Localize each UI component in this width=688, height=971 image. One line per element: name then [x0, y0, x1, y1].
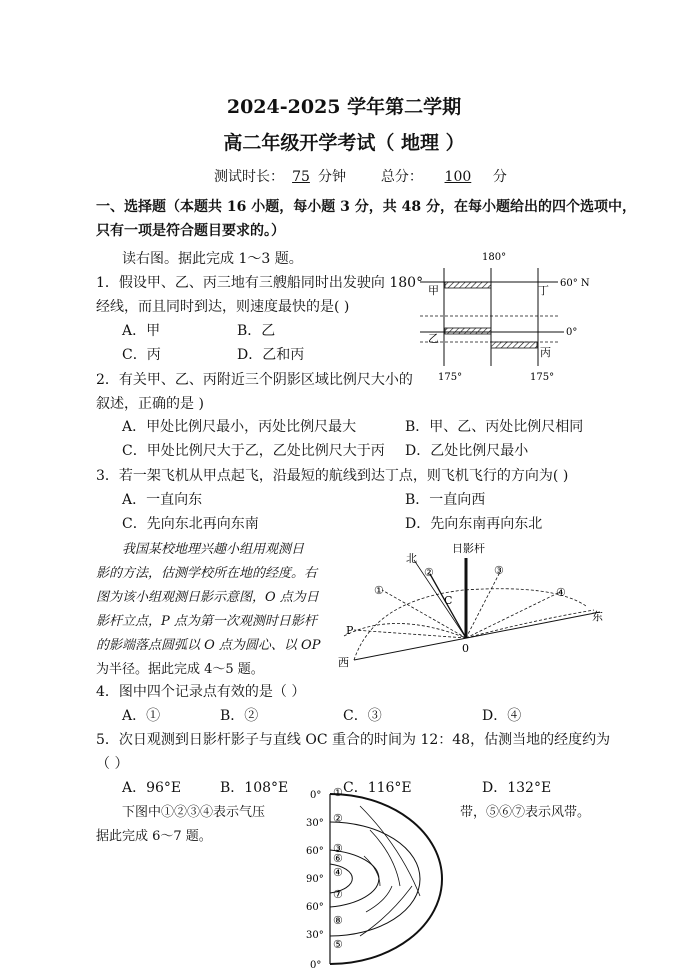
q2-line1: 2．有关甲、乙、丙附近三个阴影区域比例尺大小的 — [96, 372, 413, 388]
ray-p — [354, 630, 466, 638]
shade-yi — [445, 328, 491, 334]
duration-unit: 分钟 — [318, 169, 346, 185]
group3-intro-line2: 据此完成 6～7 题。 — [96, 829, 212, 844]
lat-label-30-top: 30° — [306, 818, 324, 829]
duration-label: 测试时长： — [214, 169, 284, 185]
q4-option-b[interactable]: B．② — [220, 708, 259, 724]
label-0: 0° — [566, 327, 578, 338]
lat-label-0-top: 0° — [310, 790, 322, 801]
exam-subtitle: 高二年级开学考试（ 地理 ） — [223, 132, 465, 154]
q1-option-b[interactable]: B．乙 — [237, 323, 276, 339]
label-jia: 甲 — [428, 284, 439, 297]
q1-line2: 经线，而且同时到达，则速度最快的是( ) — [96, 299, 350, 315]
q3-option-c[interactable]: C．先向东北再向东南 — [122, 516, 259, 532]
q4-option-c[interactable]: C．③ — [343, 708, 382, 724]
label-175-left: 175° — [438, 372, 463, 383]
lat-label-0-bottom: 0° — [310, 960, 322, 971]
q2-line2: 叙述，正确的是 ) — [96, 396, 204, 412]
belt-5: ⑤ — [333, 938, 343, 951]
wind-arrow-5 — [366, 886, 392, 912]
shadow-arc — [354, 589, 586, 660]
q2-option-a[interactable]: A．甲处比例尺最小，丙处比例尺最大 — [122, 419, 357, 435]
marker-3: ③ — [494, 564, 504, 577]
ray-1 — [382, 590, 466, 638]
belt-2: ② — [333, 812, 343, 825]
ground-arc-east — [466, 610, 594, 638]
duration-value: 75 — [292, 169, 310, 185]
lat-label-90: 90° — [306, 874, 324, 885]
q3-option-a[interactable]: A．一直向东 — [122, 492, 203, 508]
group2-intro-line3: 图为该小组观测日影示意图，O 点为日 — [96, 590, 319, 605]
label-west: 西 — [338, 656, 349, 669]
q4-line1: 4．图中四个记录点有效的是（ ） — [96, 684, 306, 700]
label-bing: 丙 — [540, 346, 551, 359]
belt-3: ③ — [333, 842, 343, 855]
exam-meta — [214, 166, 507, 186]
figure-pressure-belts — [300, 786, 460, 971]
section-heading-line1: 一、选择题（本题共 16 小题，每小题 3 分，共 48 分，在每小题给出的四个选项中， — [96, 199, 636, 215]
ray-3 — [466, 572, 500, 638]
label-180: 180° — [482, 252, 507, 263]
q1-line1: 1．假设甲、乙、丙三地有三艘船同时出发驶向 180° — [96, 275, 424, 291]
q5-option-c[interactable]: C．116°E — [343, 780, 412, 796]
label-pole: 日影杆 — [452, 542, 485, 555]
q2-option-b[interactable]: B．甲、乙、丙处比例尺相同 — [405, 419, 584, 435]
group1-intro: 读右图。据此完成 1～3 题。 — [122, 251, 303, 267]
q3-line1: 3．若一架飞机从甲点起飞，沿最短的航线到达丁点，则飞机飞行的方向为( ) — [96, 468, 569, 484]
label-east: 东 — [592, 610, 603, 623]
label-60n: 60° N — [560, 278, 590, 289]
q4-option-a[interactable]: A．① — [122, 708, 161, 724]
q5-line1: 5．次日观测到日影杆影子与直线 OC 重合的时间为 12：48，估测当地的经度约为 — [96, 732, 611, 748]
east-west-line — [354, 612, 600, 660]
q5-line2: （ ） — [96, 756, 129, 772]
label-p: P — [346, 624, 354, 637]
q5-option-a[interactable]: A．96°E — [122, 780, 182, 796]
section-heading-line2: 只有一项是符合题目要求的。） — [96, 223, 285, 239]
belt-7: ⑦ — [333, 888, 343, 901]
group3-intro-part1: 下图中①②③④表示气压 — [122, 805, 266, 820]
group2-intro-line5: 的影端落点圆弧以 O 点为圆心、以 OP — [96, 638, 321, 653]
ground-arc — [344, 623, 466, 638]
q1-option-a[interactable]: A．甲 — [122, 323, 161, 339]
lat-label-60-top: 60° — [306, 846, 324, 857]
outer-arc — [330, 794, 442, 964]
figure-sun-shadow — [334, 540, 614, 670]
label-ding: 丁 — [538, 284, 549, 297]
label-175-right: 175° — [530, 372, 555, 383]
group2-intro-line2: 影的方法，估测学校所在地的经度。右 — [96, 566, 318, 581]
score-label: 总分： — [380, 169, 423, 185]
q3-option-b[interactable]: B．一直向西 — [405, 492, 486, 508]
q5-option-b[interactable]: B．108°E — [220, 780, 289, 796]
group2-intro-line4: 影杆立点，P 点为第一次观测时日影杆 — [96, 614, 317, 629]
label-north: 北 — [406, 552, 417, 565]
group2-intro-line1: 我国某校地理兴趣小组用观测日 — [122, 542, 305, 557]
q4-option-d[interactable]: D．④ — [482, 708, 522, 724]
lat-label-60-bottom: 60° — [306, 902, 324, 913]
arc-30 — [330, 822, 420, 936]
q1-option-c[interactable]: C．丙 — [122, 347, 161, 363]
q5-option-d[interactable]: D．132°E — [482, 780, 552, 796]
label-c: C — [444, 594, 453, 607]
marker-1: ① — [374, 584, 384, 597]
marker-4: ④ — [556, 586, 566, 599]
lat-label-30-bottom: 30° — [306, 930, 324, 941]
exam-title: 2024-2025 学年第二学期 — [226, 96, 462, 118]
figure-grid-map — [414, 248, 604, 384]
label-yi: 乙 — [428, 332, 439, 345]
belt-8: ⑧ — [333, 914, 343, 927]
q1-option-d[interactable]: D．乙和丙 — [237, 347, 305, 363]
belt-4: ④ — [333, 866, 343, 879]
ray-4 — [466, 592, 560, 638]
shade-jia — [445, 282, 491, 288]
q2-option-c[interactable]: C．甲处比例尺大于乙，乙处比例尺大于丙 — [122, 443, 385, 459]
group3-intro-part2: 带，⑤⑥⑦表示风带。 — [460, 805, 591, 820]
q3-option-d[interactable]: D．先向东南再向东北 — [405, 516, 543, 532]
belt-1: ① — [333, 786, 343, 799]
label-o: 0 — [462, 642, 469, 655]
score-value: 100 — [444, 169, 472, 185]
belt-6: ⑥ — [333, 852, 343, 865]
group2-intro-line6: 为半径。据此完成 4～5 题。 — [96, 662, 264, 677]
q2-option-d[interactable]: D．乙处比例尺最小 — [405, 443, 529, 459]
shade-bing — [491, 342, 537, 348]
marker-2: ② — [424, 566, 434, 579]
score-unit: 分 — [492, 169, 507, 185]
wind-arrow-2 — [370, 830, 400, 886]
